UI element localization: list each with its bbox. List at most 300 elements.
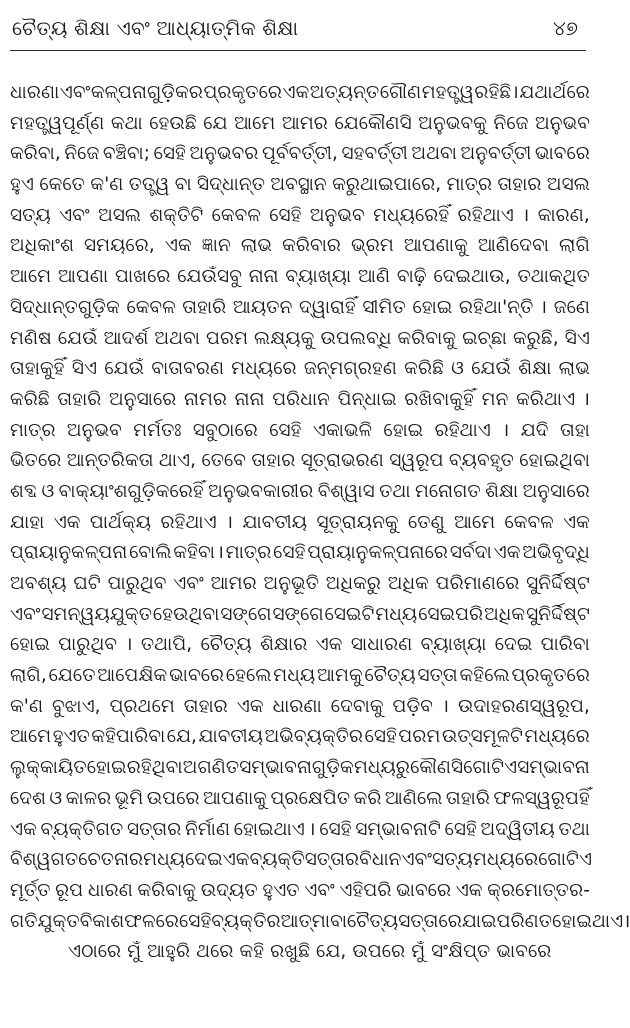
word: ହୋଇ [412,296,453,318]
word: ବାତାବରଣ [151,358,225,380]
word: ଆପେକ୍ଷିକ [97,665,168,687]
word: ସେହି [269,204,302,226]
word: ଆୟତନ [232,296,293,318]
text-line [10,600,590,631]
word: ପ୍ରକ୍ଷେପିତ [270,787,351,809]
word: କେବଳ [211,204,261,226]
word: ଭିତରେ [10,450,62,472]
word: । [522,204,530,226]
word: ରହିଥାଏ [160,511,217,533]
word: କରୁଛି, [512,327,559,349]
word: ଏବଂ [59,82,91,103]
word: କରିବା, [10,143,61,165]
word: ଅଦ୍ୱିତୀୟ [480,818,555,840]
word: ହୁଏତ [262,879,300,901]
word: ଅଥବା [154,327,200,349]
word: ପିନ୍ଧାଇ [337,388,397,410]
word: ଏହିପରି [339,879,392,901]
word: ଯାବତୀୟ [242,511,308,533]
word: କରିଛି [10,388,50,410]
word: ମୁଁ [127,941,142,963]
text-line [10,845,593,876]
word: ଦେଇ [185,849,223,871]
word: ଏବଂ [173,573,204,594]
word: କୌଣସି [410,757,464,779]
text-line [10,661,590,692]
word: ତଥା [379,480,411,502]
word: ଅନୁସାରେ [522,480,590,502]
word: ଗୋଟିଏ [538,849,593,871]
word: ତାହା [559,419,590,441]
word: ତାହାର [183,695,228,717]
word: ଆପଣାକୁ [203,787,268,809]
word: ଭୂମି [114,787,144,809]
word: ଶିକ୍ଷା [518,358,552,380]
word: ମଧ୍ୟରେ [472,849,539,871]
text-line [10,354,590,385]
word: ଏଠାରେ [68,941,122,963]
word: କ'ଣ [10,695,44,717]
word: ସେଇଟି [324,603,375,625]
text-line [10,876,590,907]
word: ହୋଇ [10,634,50,656]
word: ତାହାକୁହିଁ [10,358,65,380]
word: ଓ [451,358,464,380]
word: ତେଣୁ [408,511,445,533]
word: ମାତ୍ର [446,174,493,196]
word: କହିପାରିବା [91,726,166,748]
word: ଆନ୍ତରିକତା [66,450,154,472]
word: କଥା [110,112,143,134]
text-line [10,416,590,447]
word: ତଥାକଥିତ [517,266,590,288]
word: ନିଜେ [64,143,100,165]
word: ବାଢ଼ି [396,266,427,288]
word: ବିଶ୍ୱଗତ [10,849,79,871]
word: ହୋଇଥିବା [519,450,590,472]
word: ତେବେ [201,450,247,472]
word: ଧାରଣ [87,879,133,901]
word: ଆମେ [10,726,52,748]
word: ଯଥାର୍ଥରେ [519,82,590,103]
word: ତାହାର [251,450,296,472]
word: ସେହି [444,818,477,840]
word: ମଧ୍ୟ [143,849,186,871]
word: ସେଇପରି [418,603,484,625]
word: ଏକ [315,634,343,656]
text-line [10,446,590,477]
word: ତାହାରି [57,388,102,410]
word: ସତ୍ତାରେ [398,910,462,932]
text-line [10,784,590,815]
word: ଏକ [455,879,483,901]
word: ସତ୍ତାର [126,818,182,840]
word: । [125,634,133,656]
word: ପ୍ରକୃତରେ [203,82,282,103]
word: ରଖିବାକୁହିଁ [404,388,475,410]
word: ଉପରେ [352,941,406,963]
word: ବୁଝାଏ, [51,695,101,717]
word: ଇଚ୍ଛା [462,327,507,349]
word: ଚୈତ୍ୟ [347,910,399,932]
word: ହୁଏ [10,174,34,196]
word: ଅନୁଭବ [535,112,590,134]
word: ଲାଭ [558,358,590,380]
text-line [10,815,590,846]
word: ପରିମାଣରେ [435,573,520,594]
running-head: ଚୈତ୍ୟ ଶିକ୍ଷା ଏବଂ ଆଧ୍ୟାତ୍ମିକ ଶିକ୍ଷା [12,16,299,40]
word: ଆହୁରି [147,941,191,963]
word: ପ୍ରାୟାନୁକଳ୍ପନା [10,542,128,564]
word: ବଞ୍ଚିବା; [102,143,151,165]
word: ପରମ [398,726,441,748]
word: ବିଧାନ [359,849,402,871]
word: ଜ୍ଞାନ [201,235,231,257]
word: ମହତ୍ତ୍ୱପୂର୍ଣ୍ଣ [10,112,105,134]
word: । [216,542,224,564]
word: ହୋଇ [383,419,424,441]
word: ଦେବାକୁ [330,695,384,717]
word: ତାହାରି [445,787,490,809]
word: ଆମେ [453,511,496,533]
word: ଗୌଣ [379,82,422,103]
word: ଉପଲବ୍ଧି [320,327,392,349]
word: ବା [330,910,348,932]
word: ଭାବରେ [169,665,225,687]
word: ଯେଉଁ [104,358,145,380]
word: ଏବଂ [401,849,433,871]
text-line [10,78,590,109]
word: ଅଧିକରୁ [325,573,381,594]
word: ପରିଣତ [496,910,553,932]
word: ନିର୍ମାଣ [185,818,231,840]
word: ଲାଭ [240,235,273,257]
word: ଲାଗି, [10,665,47,687]
word: କରୁଥାଇପାରେ, [332,174,442,196]
word: ସିଏ [564,327,590,349]
text-line [10,477,590,508]
word: ଅଭିବ୍ୟକ୍ତିର [264,726,364,748]
word: ଦେଇଥାଉ, [433,266,511,288]
word: ସେହି [364,726,397,748]
word: । [582,388,590,410]
word: ଏବଂ [59,204,90,226]
word: ମନ [481,388,509,410]
word: ମଧ୍ୟ [375,603,418,625]
word: ସଂକ୍ଷିପ୍ତ [431,941,491,963]
word: ରହିଥା'ନ୍ତି [458,296,534,318]
text-line [10,722,590,753]
word: ଆପଣା [57,266,109,288]
word: ଭ୍ରମ [351,235,394,257]
word: ଆମେ [10,266,52,288]
word: ଅତ୍ୟନ୍ତ [309,82,380,103]
word: ପ୍ରଥମେ [109,695,175,717]
word: ଆମର [281,112,328,134]
word: ପାଖରେ [114,266,171,288]
word: ହୋଇଥାଏ [552,910,624,932]
word: ସେହି [319,818,352,840]
word: ହେଲେ [225,665,272,687]
word: ଯେଉଁ [57,327,98,349]
word: ସୁନିର୍ଦ୍ଦିଷ୍ଟ [526,573,590,594]
word: ବ୍ୟକ୍ତିସତ୍ତାର [249,849,360,871]
word: ସୂତ୍ରାଭରଣ [300,450,384,472]
word: ଭାବରେ [396,879,452,901]
word: ଏବଂ [10,603,41,625]
word: ସମନ୍ୱୟଯୁକ୍ତ [41,603,152,625]
word: ହୁଏତ [52,726,90,748]
word: ସିଏ [71,358,98,380]
word: ବ୍ୟାଖ୍ୟା [420,634,487,656]
word: ଚୈତ୍ୟ [364,665,416,687]
word: ସତ୍ୟ [432,849,473,871]
word: ମାତ୍ର [225,542,272,564]
word: ନାମର [183,388,228,410]
word: ଅସଲ [546,174,590,196]
word: ଆମେ [234,112,276,134]
word: ଏକ [222,849,250,871]
word: ଧାରଣା [10,82,60,103]
word: ଏକାଭଳି [312,419,373,441]
word: ମାତ୍ର [10,419,56,441]
word: ଚେତନାର [78,849,144,871]
text-line [10,262,590,293]
word: ଜଣେ [553,296,590,318]
word: ମହତ୍ତ୍ୱ [421,82,474,103]
word: ମଧ୍ୟ [273,665,316,687]
word: ଦେଇ [494,634,533,656]
word: ଓ [49,787,63,809]
text-line [10,538,590,569]
word: ତତ୍ତ୍ୱ [128,174,170,196]
text-line [10,753,590,784]
word: ମନୋଗତ [414,480,481,502]
word: ଶବ୍ଦ [10,480,38,502]
word: କହିଲେ [459,665,510,687]
word: କହିବା [173,542,215,564]
word: ପାରୁଥିବ [58,634,118,656]
word: ଗତିଯୁକ୍ତ [10,910,80,932]
word: ଉଦାହରଣସ୍ୱରୂପ, [458,695,590,717]
text-line [10,692,590,723]
word: ଅସଲ [98,204,142,226]
word: ବୋଲି [129,542,172,564]
word: ସୁନିର୍ଦ୍ଦିଷ୍ଟ [526,603,590,625]
text-line [10,385,590,416]
word: ଥାଏ, [158,450,197,472]
word: ଲକ୍ଷ୍ୟକୁ [254,327,315,349]
word: ପ୍ରାୟାନୁକଳ୍ପନାରେ [307,542,449,564]
word: ବ୍ୟବହୃତ [448,450,514,472]
word: ଲୁକ୍କାୟିତ [10,757,87,779]
word: ମଧ୍ୟରେ [524,726,590,748]
word: ତାହାରି [182,296,227,318]
word: କହି [239,941,265,963]
word: ଶିକ୍ଷାର [260,634,308,656]
word: କେତେ [39,174,85,196]
word: ନିଜେ [493,112,529,134]
word: ବିକାଶ [79,910,125,932]
word: ଯେତେ [48,665,96,687]
word: ପଡ଼ିବ [392,695,434,717]
word: । [540,296,548,318]
word: ଚୈତ୍ୟ [200,634,252,656]
word: ପୂର୍ବବର୍ତ୍ତୀ, [262,143,338,165]
word: । [308,818,316,840]
word: ଏକ [563,511,590,533]
word: ରହିଥିବା [126,757,183,779]
word: ଅଥବା [411,143,457,165]
word: କରିବାର [282,235,342,257]
text-line [10,907,630,938]
word: ଅଧିକ [484,603,526,625]
word: ଏକ [493,542,521,564]
word: କେବଳ [126,296,176,318]
text-line [10,569,590,600]
word: ସମ୍ଭାବନାଟି [355,818,441,840]
word: ସୀମିତ [362,296,406,318]
word: ଧାରଣା [272,695,322,717]
word: ଥରେ [196,941,234,963]
word: ଯଦି [520,419,549,441]
word: ଲାଗି [559,235,590,257]
word: କରି [353,787,382,809]
page-number: ୪୭ [552,16,578,40]
word: । [623,910,630,932]
word: ଏକ [282,82,310,103]
word: କ'ଣ [90,174,124,196]
word: ଯାଇ [461,910,497,932]
word: ଉତ୍ସମୂଳଟି [441,726,524,748]
text-line [10,201,590,232]
word: ସର୍ବଦା [449,542,492,564]
word: ଶିକ୍ଷା [485,480,519,502]
word: ସତ୍ତା [417,665,458,687]
word: ସେହି [273,542,306,564]
word: କରିଥାଏ [516,388,576,410]
word: ଭାବରେ [496,941,552,963]
word: ଯାବତୀୟ [198,726,264,748]
word: ତାହାର [497,174,542,196]
word: ପାର୍ଥକ୍ୟ [89,511,152,533]
word: ଅଭିବୃଦ୍ଧି [522,542,590,564]
word: ଭାବରେ [534,143,590,165]
word: ସଙ୍ଗେ [220,603,272,625]
word: ବାକ୍ୟାଂଶଗୁଡ଼ିକରେହିଁ [58,480,204,502]
word: ବ୍ୟାଖ୍ୟା [285,266,352,288]
word: ହେଉଥିବା [152,603,220,625]
word: ସେହି [179,910,212,932]
text-line [10,324,590,355]
word: ଆପଣାକୁ [403,235,468,257]
word: ଆଣି [357,266,391,288]
word: ତଥା [558,818,590,840]
word: କାରଣ, [537,204,590,226]
word: ମର୍ମତଃ [133,419,182,441]
word: ସେହି [269,419,302,441]
word: ମଧ୍ୟରେହିଁ [373,204,450,226]
word: ବ୍ୟକ୍ତିଗତ [40,818,124,840]
word: ପାରିବା [540,634,590,656]
word: ସ୍ୱରୂପ [389,450,444,472]
word: ଯେ [203,112,228,134]
word: ସିଦ୍ଧାନ୍ତଗୁଡ଼ିକ [10,296,120,318]
word: ଏକ [164,235,192,257]
word: ଗୋଟିଏ [463,757,518,779]
text-line [10,231,590,262]
word: ହୋଇ [86,757,127,779]
word: କେବଳ [504,511,554,533]
word: ନାନା [248,266,279,288]
word: ଆଣିଦେବା [477,235,550,257]
word: ଆଣିଲେ [384,787,443,809]
word: ସମୟରେ, [83,235,155,257]
word: ଦେଶ [10,787,46,809]
text-line [10,293,590,324]
word: ଅନୁଭୂତି [263,573,319,594]
word: ଏକ [10,818,37,840]
word: ଆତ୍ମା [280,910,331,932]
word: ସଙ୍ଗେ [272,603,324,625]
word: ମୂର୍ତ୍ତ [10,879,51,901]
word: ଫଳରେ [124,910,180,932]
word: ଯେ, [166,726,198,748]
word: ଏକ [53,511,81,533]
body-text [10,78,630,968]
word: କରିବାକୁ [137,879,197,901]
word: ଆମକୁ [317,665,363,687]
text-line [10,139,590,170]
word: ଯେକୌଣସି [334,112,412,134]
word: ପାରୁଥିବ [107,573,167,594]
word: ମୁଁ [411,941,426,963]
page-header [10,10,586,51]
word: ବିଶ୍ୱାସ [317,480,375,502]
word: ଅଗଣିତ [182,757,240,779]
word: ଅବଶ୍ୟ [10,573,67,594]
word: ପରମ [206,327,249,349]
word: । [441,695,450,717]
word: ଏକ [236,695,264,717]
word: ଅଧିକ [387,573,429,594]
text-line [10,508,590,539]
word: ଯେଉଁସବୁ [177,266,242,288]
text-line [10,109,590,140]
word: ସମ୍ଭାବନାଗୁଡ଼ିକ [239,757,354,779]
word: ସହବର୍ତ୍ତୀ [341,143,408,165]
word: ଯେ, [316,941,347,963]
word: ଶକ୍ତିଟି [149,204,204,226]
word: ପ୍ରକୃତରେ [511,665,590,687]
word: ତଥାପି, [140,634,193,656]
word: ହେଉଛି [149,112,197,134]
word: ଅନୁଭବ [309,204,365,226]
text-line [10,170,590,201]
word: ମଧ୍ୟରେ [231,358,297,380]
word: ସେହି [153,143,186,165]
word: ପରିଧାନ [272,388,330,410]
word: । [502,419,510,441]
word: ଅଧିକାଂଶ [10,235,74,257]
word: ଓ [41,480,55,502]
word: ରହିଥାଏ [434,419,491,441]
word: କାଳର [65,787,112,809]
word: ସୂତ୍ରାୟନକୁ [316,511,399,533]
word: ଅନୁସାରେ [109,388,177,410]
word: କ୍ରମୋତ୍ତର- [487,879,590,901]
word: ବା [174,174,192,196]
